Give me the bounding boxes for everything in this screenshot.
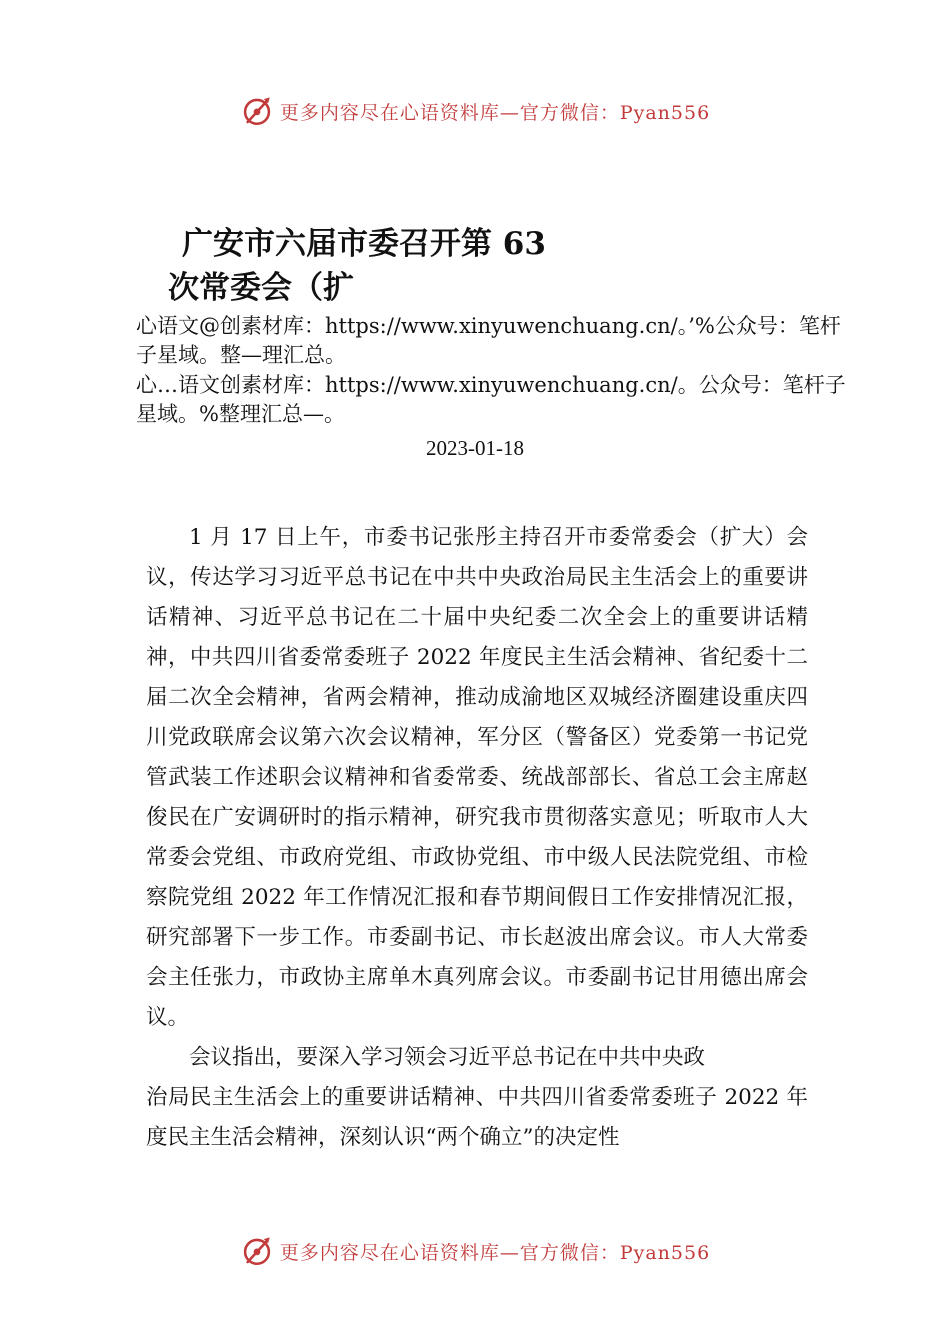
source-line-2: 心…语文创素材库：https://www.xinyuwenchuang.cn/。公众号：笔杆子星域。%整理汇总—。 [136,373,846,426]
title-line-2: 次常委会（扩 [168,270,354,306]
watermark-text: 更多内容尽在心语资料库—官方微信：Pyan556 [279,101,711,124]
publish-date: 2023-01-18 [426,436,524,460]
source-line-1: 心语文@创素材库：https://www.xinyuwenchuang.cn/。’%公众号：笔杆子星域。整—理汇总。 [136,314,841,367]
watermark-banner-top [0,94,950,134]
brush-logo-icon [240,94,274,128]
wechat-id: Pyan556 [619,101,711,124]
page-title [160,222,620,310]
paragraph-1: 1 月 17 日上午，市委书记张彤主持召开市委常委会（扩大）会议，传达学习习近平总书记在中共中央政治局民主生活会上的重要讲话精神、习近平总书记在二十届中央纪委二次全会上的重要讲话精神，中共四川省委常委班子 2022 年度民主生活会精神、省纪委十二届二次全会精神，省两会精神，推动成渝地区双城经济圈建设重庆四川党政联席会议第六次会议精神，军分区（警备区）党委第一书记党管武装工作述职会议精神和省委常委、统战部部长、省总工会主席赵俊民在广安调研时的指示精神，研究我市贯彻落实意见；听取市人大常委会党组、市政府党组、市政协党组、市中级人民法院党组、市检察院党组 2022 年工作情况汇报和春节期间假日工作安排情况汇报，研究部署下一步工作。市委副书记、市长赵波出席会议。市人大常委会主任张力，市政协主席单木真列席会议。市委副书记甘用德出席会议。 [146,525,808,1030]
brush-logo-icon [240,1234,274,1268]
wechat-id: Pyan556 [619,1241,711,1264]
watermark-banner-bottom [0,1234,950,1274]
paragraph-2: 会议指出，要深入学习领会习近平总书记在中共中央政 [189,1045,706,1070]
paragraph-2-continuation: 治局民主生活会上的重要讲话精神、中共四川省委常委班子 2022 年度民主生活会精神，深刻认识“两个确立”的决定性 [146,1085,808,1150]
watermark-text: 更多内容尽在心语资料库—官方微信：Pyan556 [279,1241,711,1264]
title-line-1: 广安市六届市委召开第 63 [182,226,546,262]
article-body [146,518,808,1158]
